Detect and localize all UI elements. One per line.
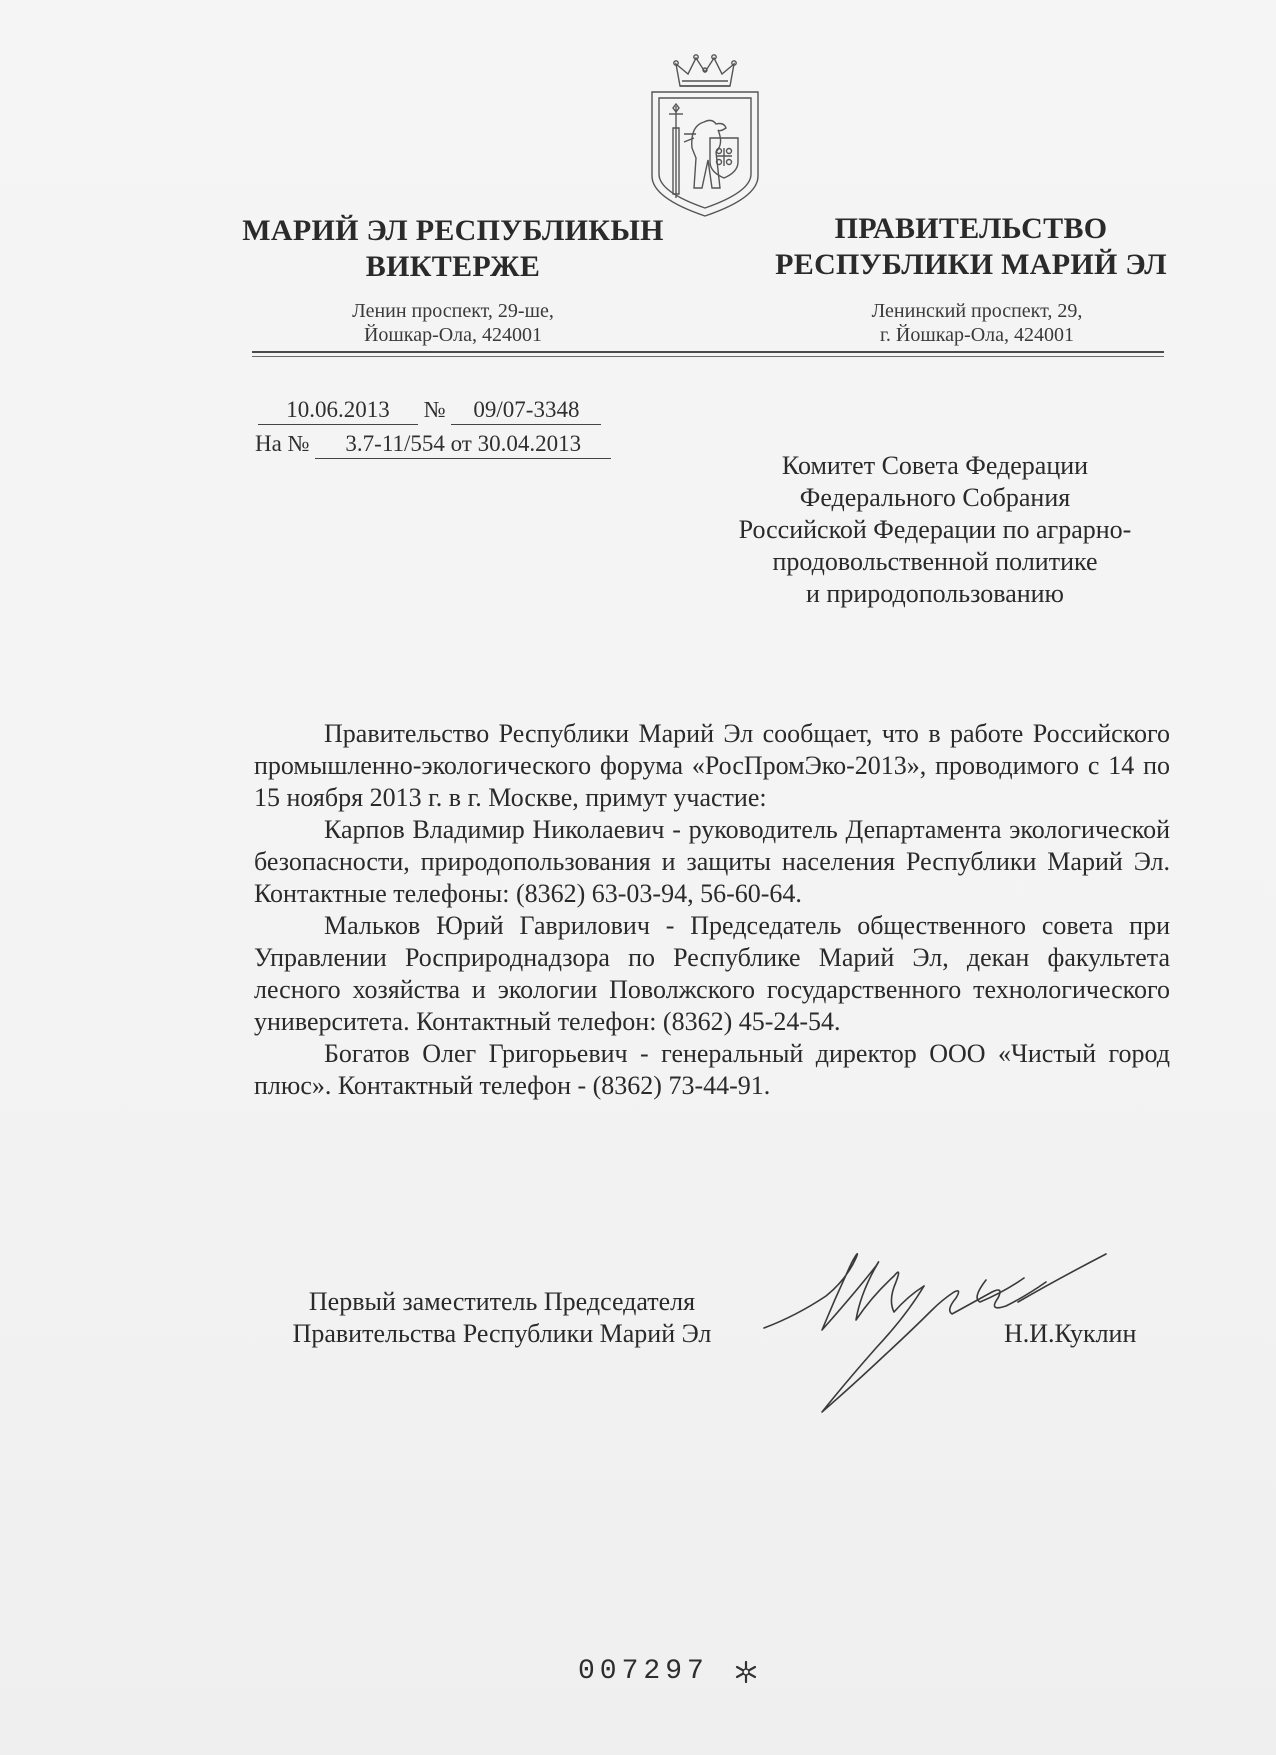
addressee-line5: и природопользованию (806, 579, 1064, 608)
registration-number: 09/07-3348 (451, 396, 601, 425)
addressee-line2: Федерального Собрания (799, 483, 1071, 512)
registration-reply-ref: 3.7-11/554 от 30.04.2013 (315, 430, 611, 459)
header-left-title-line2: ВИКТЕРЖЕ (365, 250, 541, 283)
header-left-title-line1: МАРИЙ ЭЛ РЕСПУБЛИКЫН (242, 214, 664, 247)
addressee-line4: продовольственной политике (772, 547, 1098, 576)
header-right-title-line2: РЕСПУБЛИКИ МАРИЙ ЭЛ (775, 248, 1167, 281)
registration-reply-label: На № (255, 431, 310, 456)
header-divider-thin (252, 356, 1164, 357)
addressee-block (700, 450, 1170, 610)
asterisk-mark-icon (734, 1660, 758, 1684)
registration-number-label: № (423, 397, 446, 422)
body-paragraph-bogatov: Богатов Олег Григорьевич - генеральный директор ООО «Чистый город плюс». Контактный телефон - (8362) 73-44-91. (254, 1039, 1170, 1100)
header-divider-thick (252, 351, 1164, 353)
registration-reply (255, 430, 611, 459)
header-right-address-line2: г. Йошкар-Ола, 424001 (879, 324, 1075, 346)
header-left-title (230, 213, 676, 285)
header-right-title (748, 211, 1194, 283)
header-left-address (260, 299, 646, 347)
addressee-line1: Комитет Совета Федерации (781, 451, 1089, 480)
body-paragraph-malkov: Мальков Юрий Гаврилович - Председатель общественного совета при Управлении Росприроднадзора по Республике Марий Эл, декан факультета лесного хозяйства и экологии Поволжского государственного технологического университета. Контактный телефон: (8362) 45-24-54. (254, 911, 1170, 1036)
header-right-title-line1: ПРАВИТЕЛЬСТВО (834, 212, 1108, 245)
signer-position-line2: Правительства Республики Марий Эл (292, 1319, 712, 1348)
body-paragraph-karpov: Карпов Владимир Николаевич - руководитель Департамента экологической безопасности, природопользования и защиты населения Республики Марий Эл. Контактные телефоны: (8362) 63-03-94, 56-60-64. (254, 815, 1170, 908)
body-paragraph-intro: Правительство Республики Марий Эл сообщает, что в работе Российского промышленно-экологического форума «РосПромЭко-2013», проводимого с 14 по 15 ноября 2013 г. в г. Москве, примут участие: (254, 719, 1170, 812)
signer-position (262, 1286, 742, 1350)
header-left-address-line2: Йошкар-Ола, 424001 (363, 324, 543, 346)
signer-name: Н.И.Куклин (1004, 1319, 1137, 1348)
signer-position-line1: Первый заместитель Председателя (308, 1287, 696, 1316)
header-right-address (792, 299, 1162, 347)
registration-date-number (258, 396, 601, 425)
header-left-address-line1: Ленин проспект, 29-ше, (352, 300, 554, 322)
header-right-address-line1: Ленинский проспект, 29, (871, 300, 1083, 322)
registration-date: 10.06.2013 (258, 396, 418, 425)
document-serial-number: 007297 (578, 1656, 709, 1687)
letter-body (254, 718, 1170, 1102)
addressee-line3: Российской Федерации по аграрно- (738, 515, 1132, 544)
coat-of-arms-emblem (646, 48, 764, 218)
